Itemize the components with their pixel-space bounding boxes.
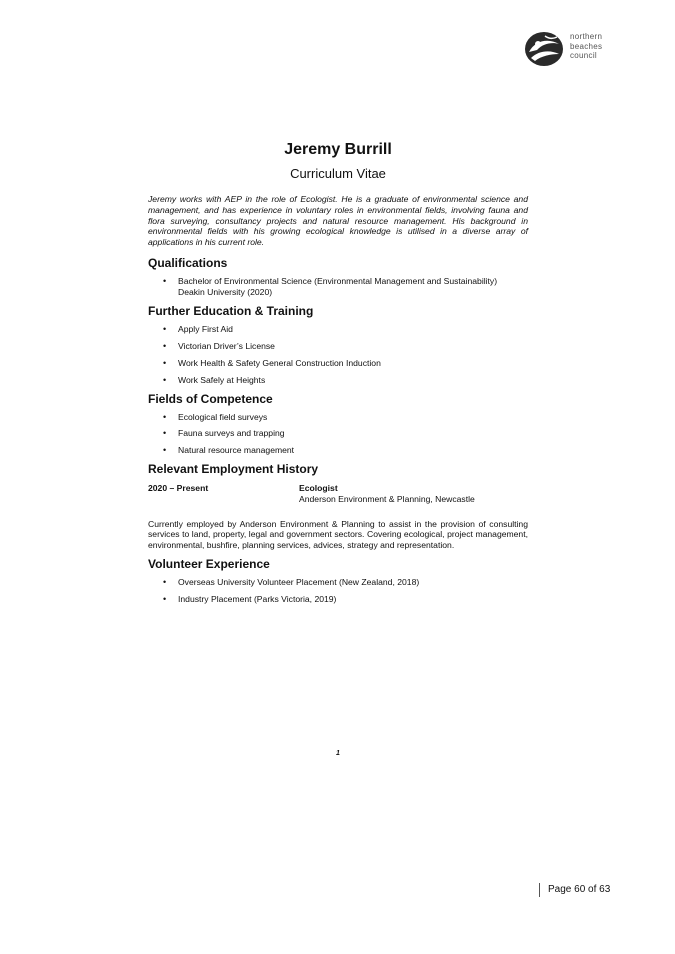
- council-logo-icon: [523, 30, 565, 68]
- logo-line-2: beaches: [570, 41, 603, 51]
- employment-period: 2020 – Present: [148, 483, 209, 494]
- qualification-institution: Deakin University (2020): [178, 286, 273, 297]
- cv-name: Jeremy Burrill: [284, 141, 392, 158]
- qualifications-list: [148, 276, 528, 297]
- employment-details: [299, 483, 475, 504]
- list-item: • Work Safely at Heights: [148, 375, 528, 386]
- list-item: • Ecological field surveys: [148, 412, 528, 423]
- competence-list: [148, 412, 528, 457]
- volunteer-list: [148, 577, 528, 605]
- further-education-heading: Further Education & Training: [148, 303, 314, 318]
- list-item: • Victorian Driver’s License: [148, 341, 528, 352]
- page-number-label: Page 60 of 63: [548, 884, 611, 895]
- page-footer: [539, 883, 610, 897]
- list-item: [148, 276, 528, 297]
- further-education-list: [148, 324, 528, 386]
- volunteer-heading: Volunteer Experience: [148, 557, 270, 572]
- qualifications-heading: Qualifications: [148, 255, 228, 270]
- competence-heading: Fields of Competence: [148, 391, 273, 406]
- employment-entry: [148, 483, 528, 504]
- list-item: • Overseas University Volunteer Placement (New Zealand, 2018): [148, 577, 528, 588]
- logo-line-3: council: [570, 51, 598, 60]
- list-item: • Work Health & Safety General Construction Induction: [148, 358, 528, 369]
- cv-subtitle: Curriculum Vitae: [290, 166, 386, 181]
- employment-description: Currently employed by Anderson Environment & Planning to assist in the provision of consulting services to land, property, legal and government sectors. Covering ecological, project management, environmental, bushfire, planning services, advices, strategy and representation.: [148, 518, 528, 550]
- employment-heading: Relevant Employment History: [148, 462, 319, 477]
- logo-line-1: northern: [570, 32, 603, 41]
- council-logo: [523, 30, 618, 68]
- council-logo-text: [570, 32, 602, 61]
- list-item: • Fauna surveys and trapping: [148, 428, 528, 439]
- cv-intro: Jeremy works with AEP in the role of Ecologist. He is a graduate of environmental science and management, and has experience in voluntary roles in environmental fields, involving fauna and flora surveying, consultancy projects and natural resource management. His background in environmental fields with his growing ecological knowledge is utilised in a diverse array of applications in his current role.: [148, 194, 528, 248]
- qualification-degree: Bachelor of Environmental Science (Environmental Management and Sustainability): [178, 275, 498, 286]
- list-item: • Industry Placement (Parks Victoria, 2019): [148, 594, 528, 605]
- cv-content: [148, 140, 528, 611]
- inner-page-number: 1: [336, 750, 340, 757]
- employment-employer: Anderson Environment & Planning, Newcastle: [299, 494, 475, 505]
- list-item: • Natural resource management: [148, 445, 528, 456]
- list-item: • Apply First Aid: [148, 324, 528, 335]
- employment-role: Ecologist: [299, 483, 338, 494]
